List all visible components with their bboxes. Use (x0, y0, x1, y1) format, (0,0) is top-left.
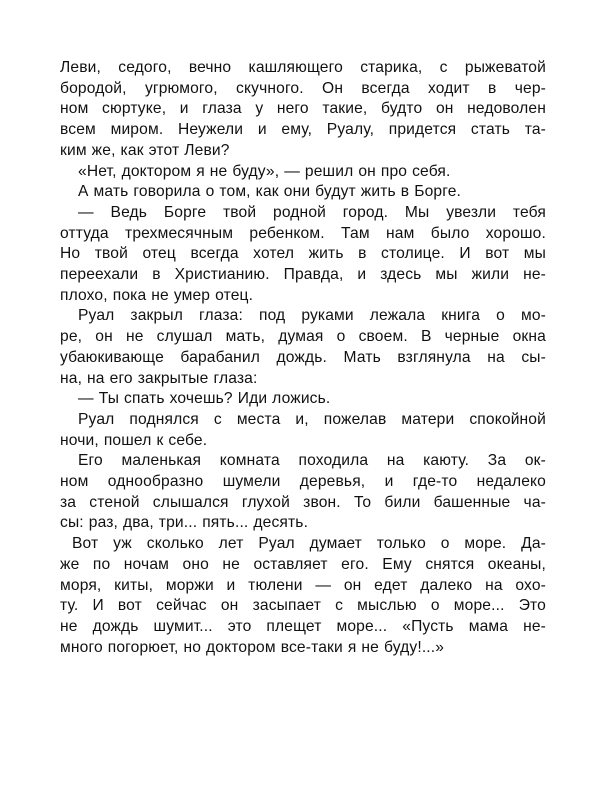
text-line: всем миром. Неужели и ему, Руалу, придется стать та- (60, 121, 546, 139)
text-line: же по ночам оно не оставляет его. Ему снятся океаны, (60, 555, 546, 573)
paragraph (60, 306, 546, 389)
text-line: переехали в Христианию. Правда, и здесь мы жили не- (60, 266, 546, 284)
paragraph (60, 182, 546, 203)
text-line: ном однообразно шумели деревья, и где-то недалеко (60, 473, 546, 491)
paragraph (60, 389, 546, 410)
paragraph (60, 410, 546, 451)
text-line: Леви, седого, вечно кашляющего старика, с рыжеватой (60, 59, 546, 76)
text-line: оттуда трехмесячным ребенком. Там нам было хорошо. (60, 224, 546, 242)
text-line: плохо, пока не умер отец. (60, 286, 254, 304)
text-line: моря, киты, моржи и тюлени — он едет далеко на охо- (60, 576, 546, 594)
text-line: Но твой отец всегда хотел жить в столице. И вот мы (60, 245, 546, 263)
text-line: за стеной слышался глухой звон. То били башенные ча- (60, 493, 546, 511)
paragraph (60, 534, 546, 658)
text-line: не дождь шумит... это плещет море... «Пусть мама не- (60, 617, 546, 635)
text-line: ре, он не слушал мать, думая о своем. В черные окна (60, 328, 546, 346)
text-line: убаюкивающе барабанил дождь. Мать взглянула на сы- (60, 348, 546, 366)
text-line: — Ты спать хочешь? Иди ложись. (78, 390, 331, 408)
text-line: ту. И вот сейчас он засыпает с мыслью о море... Это (60, 597, 546, 615)
text-line: на, на его закрытые глаза: (60, 369, 258, 387)
text-line: ночи, пошел к себе. (60, 431, 208, 449)
paragraph (60, 451, 546, 534)
text-line: бородой, угрюмого, скучного. Он всегда ходит в чер- (60, 79, 546, 97)
paragraph (60, 58, 546, 162)
text-line: — Ведь Борге твой родной город. Мы увезли тебя (78, 203, 546, 221)
text-line: Его маленькая комната походила на каюту. За ок- (78, 452, 546, 470)
text-line: сы: раз, два, три... пять... десять. (60, 514, 309, 532)
text-page (60, 58, 546, 658)
text-line: Руал закрыл глаза: под руками лежала книга о мо- (78, 307, 546, 325)
paragraph (60, 203, 546, 307)
text-line: Руал поднялся с места и, пожелав матери спокойной (78, 410, 546, 428)
text-line: ном сюртуке, и глаза у него такие, будто он недоволен (60, 100, 546, 118)
text-line: А мать говорила о том, как они будут жить в Борге. (78, 183, 462, 201)
text-line: «Нет, доктором я не буду», — решил он про себя. (78, 162, 451, 180)
text-line: Вот уж сколько лет Руал думает только о море. Да- (72, 535, 546, 553)
paragraph (60, 162, 546, 183)
text-line: ким же, как этот Леви? (60, 141, 230, 159)
text-line: много погорюет, но доктором все-таки я не буду!...» (60, 638, 445, 656)
